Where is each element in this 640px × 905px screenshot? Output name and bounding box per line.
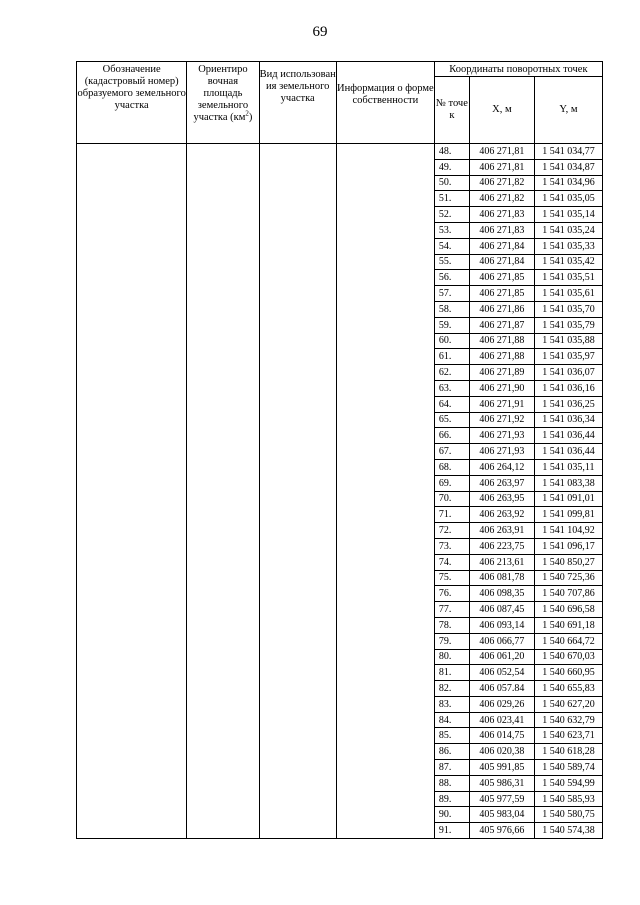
y-coordinate-cell: 1 541 099,81 [534,507,602,523]
y-coordinate-cell: 1 541 035,05 [534,191,602,207]
point-number-cell: 71. [434,507,469,523]
point-number-cell: 61. [434,349,469,365]
y-coordinate-cell: 1 541 035,97 [534,349,602,365]
y-coordinate-cell: 1 541 035,88 [534,333,602,349]
y-coordinate-cell: 1 541 036,44 [534,428,602,444]
y-coordinate-cell: 1 540 655,83 [534,681,602,697]
header-usage: Вид использован ия земельного участка [259,62,336,144]
x-coordinate-cell: 406 271,93 [469,444,534,460]
y-coordinate-cell: 1 540 618,28 [534,744,602,760]
x-coordinate-cell: 406 264,12 [469,459,534,475]
point-number-cell: 57. [434,286,469,302]
x-coordinate-cell: 406 271,90 [469,380,534,396]
page-number: 69 [312,24,328,40]
x-coordinate-cell: 406 271,84 [469,238,534,254]
y-coordinate-cell: 1 540 664,72 [534,633,602,649]
x-coordinate-cell: 406 271,83 [469,207,534,223]
point-number-cell: 87. [434,760,469,776]
x-coordinate-cell: 406 081,78 [469,570,534,586]
x-coordinate-cell: 406 061,20 [469,649,534,665]
x-coordinate-cell: 406 271,92 [469,412,534,428]
point-number-cell: 58. [434,301,469,317]
table-row [77,144,603,160]
x-coordinate-cell: 406 271,82 [469,175,534,191]
header-point-number: № точе к [434,77,469,144]
y-coordinate-cell: 1 541 034,77 [534,144,602,160]
point-number-cell: 66. [434,428,469,444]
point-number-cell: 84. [434,712,469,728]
y-coordinate-cell: 1 540 627,20 [534,696,602,712]
point-number-cell: 54. [434,238,469,254]
x-coordinate-cell: 406 271,85 [469,286,534,302]
x-coordinate-cell: 405 983,04 [469,807,534,823]
y-coordinate-cell: 1 541 034,96 [534,175,602,191]
y-coordinate-cell: 1 541 035,42 [534,254,602,270]
ownership-column [336,144,434,839]
y-coordinate-cell: 1 540 580,75 [534,807,602,823]
x-coordinate-cell: 406 213,61 [469,554,534,570]
header-area: Ориентиро вочная площадь земельного участка $(км^2)$ [187,62,259,144]
x-coordinate-cell: 406 057.84 [469,681,534,697]
y-coordinate-cell: 1 540 632,79 [534,712,602,728]
point-number-cell: 75. [434,570,469,586]
point-number-cell: 79. [434,633,469,649]
y-coordinate-cell: 1 541 036,34 [534,412,602,428]
x-coordinate-cell: 406 271,85 [469,270,534,286]
point-number-cell: 85. [434,728,469,744]
y-coordinate-cell: 1 540 623,71 [534,728,602,744]
x-coordinate-cell: 406 020,38 [469,744,534,760]
point-number-cell: 68. [434,459,469,475]
y-coordinate-cell: 1 541 036,25 [534,396,602,412]
y-coordinate-cell: 1 540 696,58 [534,602,602,618]
point-number-cell: 53. [434,222,469,238]
x-coordinate-cell: 406 271,88 [469,333,534,349]
x-coordinate-cell: 406 052,54 [469,665,534,681]
area-column [187,144,259,839]
y-coordinate-cell: 1 541 083,38 [534,475,602,491]
y-coordinate-cell: 1 541 035,14 [534,207,602,223]
designation-column [77,144,187,839]
point-number-cell: 70. [434,491,469,507]
x-coordinate-cell: 406 271,81 [469,159,534,175]
usage-column [259,144,336,839]
point-number-cell: 55. [434,254,469,270]
header-ownership: Информация о форме собственности [336,62,434,144]
y-coordinate-cell: 1 540 660,95 [534,665,602,681]
x-coordinate-cell: 406 263,95 [469,491,534,507]
point-number-cell: 86. [434,744,469,760]
y-coordinate-cell: 1 541 035,24 [534,222,602,238]
coordinates-table [76,61,603,839]
y-coordinate-cell: 1 540 589,74 [534,760,602,776]
y-coordinate-cell: 1 541 035,79 [534,317,602,333]
point-number-cell: 80. [434,649,469,665]
point-number-cell: 89. [434,791,469,807]
point-number-cell: 59. [434,317,469,333]
header-y: Y, м [534,77,602,144]
header-designation: Обозначение (кадастровый номер) образуемого земельного участка [77,62,187,144]
x-coordinate-cell: 406 271,89 [469,365,534,381]
y-coordinate-cell: 1 540 574,38 [534,823,602,839]
y-coordinate-cell: 1 541 104,92 [534,523,602,539]
x-coordinate-cell: 406 271,84 [469,254,534,270]
y-coordinate-cell: 1 540 707,86 [534,586,602,602]
point-number-cell: 77. [434,602,469,618]
point-number-cell: 50. [434,175,469,191]
point-number-cell: 64. [434,396,469,412]
x-coordinate-cell: 405 976,66 [469,823,534,839]
x-coordinate-cell: 406 271,87 [469,317,534,333]
point-number-cell: 73. [434,538,469,554]
y-coordinate-cell: 1 541 035,33 [534,238,602,254]
x-coordinate-cell: 405 977,59 [469,791,534,807]
y-coordinate-cell: 1 541 034,87 [534,159,602,175]
header-coordinates-group: Координаты поворотных точек [434,62,602,77]
table-body [77,144,603,839]
point-number-cell: 91. [434,823,469,839]
y-coordinate-cell: 1 541 091,01 [534,491,602,507]
x-coordinate-cell: 406 271,86 [469,301,534,317]
point-number-cell: 48. [434,144,469,160]
y-coordinate-cell: 1 541 035,70 [534,301,602,317]
x-coordinate-cell: 406 271,88 [469,349,534,365]
point-number-cell: 88. [434,775,469,791]
point-number-cell: 81. [434,665,469,681]
y-coordinate-cell: 1 541 036,07 [534,365,602,381]
x-coordinate-cell: 405 991,85 [469,760,534,776]
point-number-cell: 56. [434,270,469,286]
y-coordinate-cell: 1 541 035,61 [534,286,602,302]
point-number-cell: 82. [434,681,469,697]
point-number-cell: 63. [434,380,469,396]
x-coordinate-cell: 406 263,92 [469,507,534,523]
x-coordinate-cell: 406 066,77 [469,633,534,649]
x-coordinate-cell: 406 223,75 [469,538,534,554]
point-number-cell: 76. [434,586,469,602]
x-coordinate-cell: 406 014,75 [469,728,534,744]
x-coordinate-cell: 406 271,81 [469,144,534,160]
y-coordinate-cell: 1 540 850,27 [534,554,602,570]
point-number-cell: 60. [434,333,469,349]
y-coordinate-cell: 1 540 725,36 [534,570,602,586]
x-coordinate-cell: 406 263,91 [469,523,534,539]
x-coordinate-cell: 406 093,14 [469,617,534,633]
header-x: X, м [469,77,534,144]
point-number-cell: 67. [434,444,469,460]
x-coordinate-cell: 406 271,91 [469,396,534,412]
point-number-cell: 83. [434,696,469,712]
y-coordinate-cell: 1 540 585,93 [534,791,602,807]
x-coordinate-cell: 406 098,35 [469,586,534,602]
point-number-cell: 74. [434,554,469,570]
x-coordinate-cell: 406 271,83 [469,222,534,238]
y-coordinate-cell: 1 540 691,18 [534,617,602,633]
x-coordinate-cell: 405 986,31 [469,775,534,791]
point-number-cell: 52. [434,207,469,223]
point-number-cell: 65. [434,412,469,428]
y-coordinate-cell: 1 540 594,99 [534,775,602,791]
point-number-cell: 90. [434,807,469,823]
x-coordinate-cell: 406 271,93 [469,428,534,444]
x-coordinate-cell: 406 271,82 [469,191,534,207]
point-number-cell: 69. [434,475,469,491]
point-number-cell: 72. [434,523,469,539]
x-coordinate-cell: 406 023,41 [469,712,534,728]
point-number-cell: 51. [434,191,469,207]
x-coordinate-cell: 406 087,45 [469,602,534,618]
y-coordinate-cell: 1 541 096,17 [534,538,602,554]
y-coordinate-cell: 1 541 035,11 [534,459,602,475]
point-number-cell: 78. [434,617,469,633]
y-coordinate-cell: 1 540 670,03 [534,649,602,665]
y-coordinate-cell: 1 541 036,16 [534,380,602,396]
point-number-cell: 49. [434,159,469,175]
x-coordinate-cell: 406 029,26 [469,696,534,712]
y-coordinate-cell: 1 541 036,44 [534,444,602,460]
x-coordinate-cell: 406 263,97 [469,475,534,491]
point-number-cell: 62. [434,365,469,381]
y-coordinate-cell: 1 541 035,51 [534,270,602,286]
